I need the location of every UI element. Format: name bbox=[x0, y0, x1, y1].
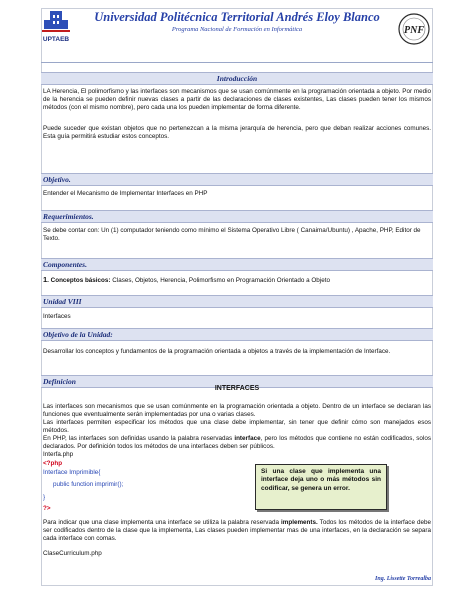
logo-right-text: PNF bbox=[404, 25, 424, 36]
logo-left-text: UPTAEB bbox=[42, 36, 70, 43]
file-name-clasecurriculum: ClaseCurriculum.php bbox=[43, 550, 102, 557]
university-name: Universidad Politécnica Territorial Andrés Eloy Blanco bbox=[94, 10, 380, 24]
section-bar-introduccion bbox=[41, 72, 433, 85]
section-bar-objetivo-unidad bbox=[41, 328, 433, 341]
definicion-p3-after: , pero los métodos que contiene no están codificados, solos declarados. Por definición todos los métodos de una interfaces deben ser públicos. bbox=[43, 435, 431, 451]
definicion-paragraph-1: Las interfaces son mecanismos que se usan comúnmente en la programación orientada a objeto. Dentro de un interface se declaran las funciones que eventualmente serán implementadas por una o varias clases. bbox=[43, 403, 431, 419]
document-page bbox=[41, 8, 433, 586]
definicion-p3-before: En PHP, las interfaces son definidas usando la palabra reservadas bbox=[43, 435, 235, 442]
definicion-paragraph-4 bbox=[43, 519, 431, 544]
code-line-close-brace: } bbox=[43, 494, 46, 501]
keyword-implements: implements. bbox=[281, 519, 318, 526]
file-name-interfa: Interfa.php bbox=[43, 451, 74, 458]
code-line-interface: Interface Imprimible{ bbox=[43, 469, 101, 476]
interfaces-title: INTERFACES bbox=[214, 385, 260, 392]
keyword-interface: interface bbox=[234, 435, 261, 442]
header-divider bbox=[41, 62, 433, 63]
definicion-p4-before: Para indicar que una clase implementa una interface se utiliza la palabra reservada bbox=[43, 519, 281, 526]
intro-paragraph-1: LA Herencia, El polimorfismo y las interfaces son mecanismos que se usan comúnmente en la programación orientada a objeto. Por medio de la herencia se pueden definir nuevas clases a partir de las declaraciones de clases existentes, Las clases pueden tener los mismos métodos (con el mismo nombre), pero cada una los pueden implementar de forma diferente. bbox=[43, 88, 431, 112]
section-heading-unidad: Unidad VIII bbox=[43, 297, 82, 306]
code-close-tag: ?> bbox=[43, 505, 51, 512]
footer-author: Ing. Lissette Torrealba bbox=[375, 576, 431, 582]
section-heading-objetivo: Objetivo. bbox=[43, 175, 71, 184]
requerimientos-text: Se debe contar con: Un (1) computador teniendo como mínimo el Sistema Operativo Libre ( Canaima/Ubuntu) , Apache, PHP, Editor de Texto. bbox=[43, 227, 421, 243]
code-line-function: public function imprimir(); bbox=[53, 481, 124, 488]
componentes-item-text: Clases, Objetos, Herencia, Polimorfismo en Programación Orientado a Objeto bbox=[110, 277, 330, 284]
section-heading-objetivo-unidad: Objetivo de la Unidad: bbox=[43, 330, 113, 339]
section-bar-objetivo bbox=[41, 173, 433, 186]
pnf-logo-icon bbox=[397, 12, 431, 46]
callout-note: Si una clase que implementa una interface deja uno o más métodos sin codificar, se genera un error. bbox=[255, 464, 387, 510]
code-open-tag: <?php bbox=[43, 460, 63, 467]
section-heading-definicion: Definicion bbox=[43, 377, 76, 386]
section-heading-componentes: Componentes. bbox=[43, 260, 87, 269]
objetivo-text: Entender el Mecanismo de Implementar Interfaces en PHP bbox=[43, 190, 208, 197]
section-heading-introduccion: Introducción bbox=[216, 74, 258, 83]
program-name: Programa Nacional de Formación en Informática bbox=[171, 26, 303, 33]
componentes-item bbox=[43, 276, 431, 285]
definicion-p4-after: Todos los métodos de la interface debe ser codificados dentro de la clase que la implementa, Las clases pueden implementar mas de una interfaces, en la declaración se separa cada interface con comas. bbox=[43, 519, 432, 543]
section-bar-componentes bbox=[41, 258, 433, 271]
section-heading-requerimientos: Requerimientos. bbox=[43, 212, 94, 221]
definicion-paragraph-3 bbox=[43, 435, 431, 451]
objetivo-unidad-text: Desarrollar los conceptos y fundamentos de la programación orientada a objetos a través de la implementación de Interface. bbox=[43, 348, 391, 355]
componentes-item-label: . Conceptos básicos: bbox=[47, 277, 111, 284]
definicion-paragraph-2: Las interfaces permiten especificar los métodos que una clase debe implementar, sin tener que definir cómo son manejados esos métodos. bbox=[43, 419, 431, 435]
document-header bbox=[41, 8, 433, 68]
section-bar-requerimientos bbox=[41, 210, 433, 223]
unidad-text: Interfaces bbox=[43, 313, 71, 320]
university-logo-icon bbox=[41, 8, 71, 50]
section-bar-unidad bbox=[41, 295, 433, 308]
intro-paragraph-2: Puede suceder que existan objetos que no pertenezcan a la misma jerarquía de herencia, pero que deban realizar acciones comunes. Esta guía permitirá estudiar estos conceptos. bbox=[43, 125, 431, 141]
componentes-item-number: 1 bbox=[43, 275, 48, 284]
